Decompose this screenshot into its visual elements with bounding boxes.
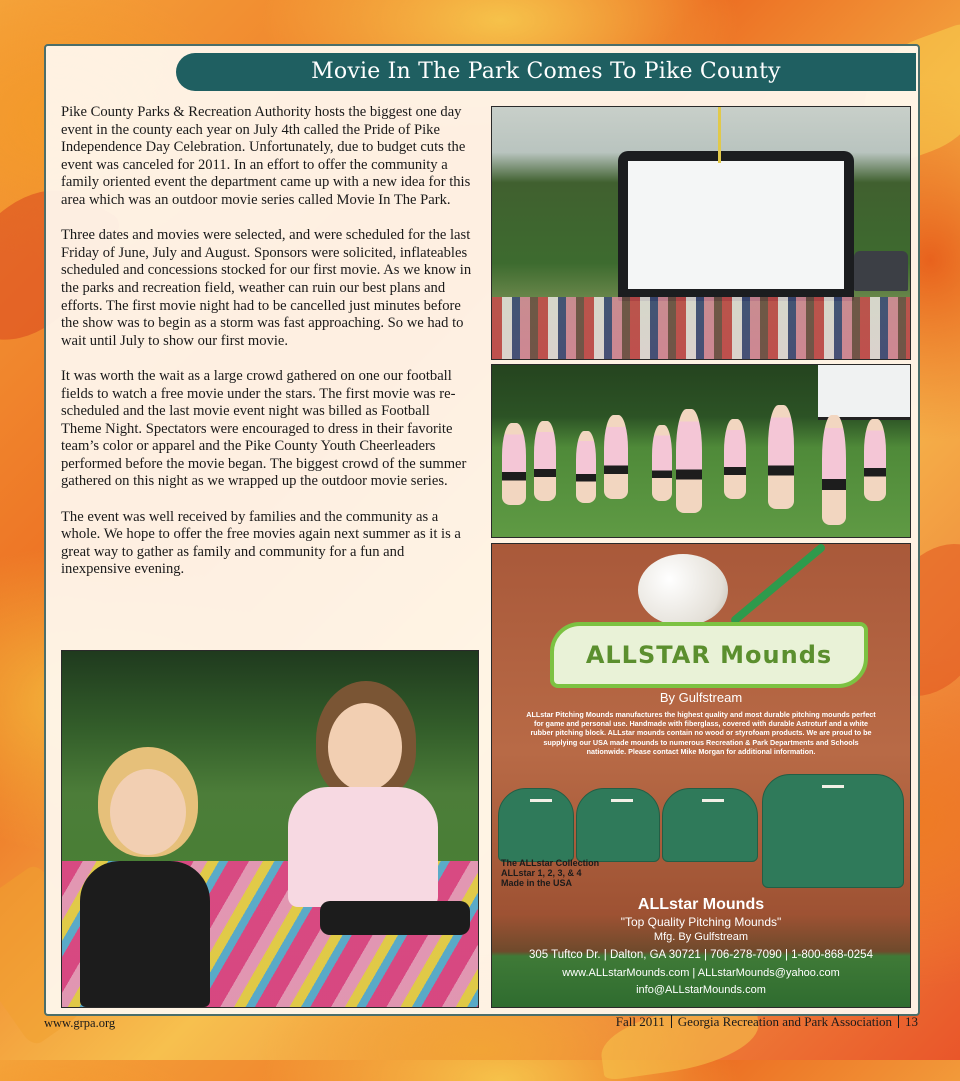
baseball-icon [638,554,728,626]
light-pole [718,107,721,163]
cheerleader-figure [822,415,846,525]
collection-models: ALLstar 1, 2, 3, & 4 [501,868,582,878]
ad-manufacturer: Mfg. By Gulfstream [653,931,749,943]
cheerleader-figure [676,409,702,513]
photo-girls-on-blanket [61,650,479,1008]
footer-separator [671,1015,672,1028]
article-paragraph: Pike County Parks & Recreation Authority hosts the biggest one day event in the county each year on July 4th called the Pride of Pike Independence Day Celebration. Unfortunately, due to budget cuts the event was canceled for 2011. In an effort to offer the community a family oriented event the department came up with a new idea for this area which was an outdoor movie series called Movie In The Park. [61,104,471,208]
footer-info [616,1014,918,1030]
photo-cheerleaders [491,364,911,538]
parked-truck [854,251,908,291]
bat-icon [729,543,826,626]
article-body [61,104,473,597]
allstar-mounds-ad [491,543,911,1008]
cheerleader-figure [502,423,526,505]
cheerleader-figure [534,421,556,501]
girl-left [80,747,230,1007]
ad-tagline: "Top Quality Pitching Mounds" [620,915,782,929]
ad-email: info@ALLstarMounds.com [636,984,766,996]
article-paragraph: Three dates and movies were selected, and were scheduled for the last Friday of June, July and August. Sponsors were solicited, inflateables scheduled and concessions stocked for our first movie. As we know in the parks and recreation field, weather can ruin our best plans and efforts. The first movie night had to be cancelled just minutes before the show was to begin as a storm was fast approaching. So we had to wait until July to show our first movie. [61,227,472,349]
ad-brand: ALLSTAR Mounds [585,641,833,669]
ad-address: 305 Tuftco Dr. | Dalton, GA 30721 | 706-278-7090 | 1-800-868-0254 [529,949,873,961]
collection-title: The ALLstar Collection [501,858,600,868]
cheerleader-figure [724,419,746,499]
ad-web: www.ALLstarMounds.com | ALLstarMounds@yahoo.com [562,967,840,979]
ad-description: ALLstar Pitching Mounds manufactures the highest quality and most durable pitching mounds perfect for game and personal use. Handmade with fiberglass, covered with durable Astroturf and a white rubber pitching block. ALLstar mounds contain no wood or styrofoam products. We are proud to be supplying our USA made mounds to numerous Recreation & Park Departments and Schools nationwide. Please contact Mike Morgan for additional information. [526,710,876,756]
collection-origin: Made in the USA [501,878,573,888]
cheerleader-figure [576,431,596,503]
crowd [492,297,910,359]
article-paragraph: It was worth the wait as a large crowd gathered on one our football fields to watch a free movie under the stars. The first movie was re-scheduled and the last movie event night was billed as Football Theme Night. Spectators were encouraged to dress in their favorite team’s color or apparel and the Pike County Youth Cheerleaders performed before the movie began. The biggest crowd of the summer gathered on this night as we wrapped up the outdoor movie series. [61,367,467,490]
cheerleader-figure [864,419,886,501]
screen-corner [818,365,910,420]
cheerleader-figure [768,405,794,509]
ad-company: ALLstar Mounds [637,896,765,913]
cheerleader-figure [604,415,628,499]
mound-1-icon [498,788,574,862]
article-title: Movie In The Park Comes To Pike County [311,59,781,84]
article-paragraph: The event was well received by families and the community as a whole. We hope to offer the free movies again next summer as it is a great way to gather as family and community for a fun and inexpensive evening. [61,508,461,578]
mound-2-icon [576,788,660,862]
photo-movie-screen [491,106,911,360]
mound-3-icon [662,788,758,862]
ad-byline: By Gulfstream [659,690,743,705]
article-title-banner [176,53,916,91]
cheerleader-figure [652,425,672,501]
mound-4-icon [762,774,904,888]
footer-issue: Fall 2011 [615,1014,665,1029]
footer-page-number: 13 [905,1014,918,1029]
footer-publisher: Georgia Recreation and Park Association [677,1014,892,1029]
footer-separator [898,1015,899,1028]
ad-collection [501,858,599,888]
screen-surface [628,161,844,289]
footer-url: www.grpa.org [44,1016,116,1030]
ad-brand-ribbon [550,622,868,688]
girl-right [280,681,470,981]
